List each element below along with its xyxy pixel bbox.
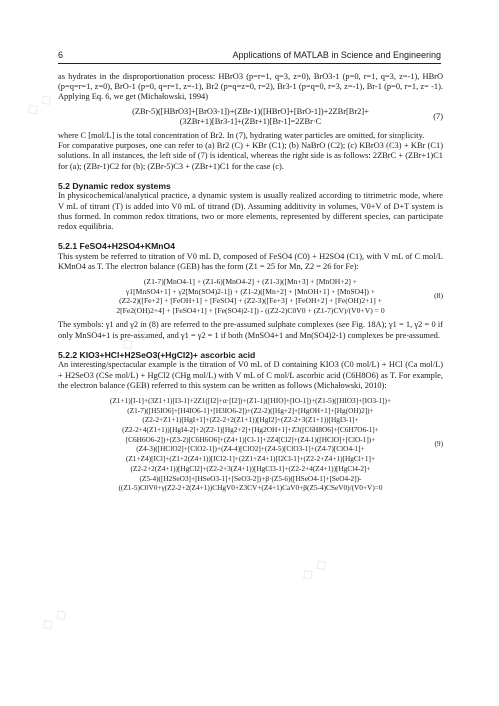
equation-9-line: (Z2-2+Z1+1)[HgI+1]+(Z2-2+2(Z1+1))[HgI2]+(Z2-2+3(Z1+1))[HgI3-1]+ xyxy=(142,415,359,425)
section-5-2-heading: 5.2 Dynamic redox systems xyxy=(58,180,171,191)
section-5-2-2-heading: 5.2.2 KIO3+HCl+H2SeO3(+HgCl2)+ ascorbic acid xyxy=(58,349,256,360)
equation-9-line: (Z2-2+4(Z1+1))[HgI4-2]+2(Z2-1)[Hg2+2]+[Hg2OH+1]+Z3([C6H8O6]+[C6H7O6-1]+ xyxy=(122,425,379,435)
equation-8 xyxy=(58,277,443,315)
equation-8-line: 2[Fe2(OH)2+4] + [FeSO4+1] + [Fe(SO4)2-1]) - ((Z2-2)C0V0 + (Z1-7)CV)/(V0+V) = 0 xyxy=(116,305,385,315)
intro-paragraph-1: as hydrates in the disproportionation process: HBrO3 (p=r=1, q=3, z=0), BrO3-1 (p=0, r=1, q=3, z=-1), HBrO (p=q=r=1, z=0), BrO-1 (p=0, q=r=1, z=-1), Br2 (p=q=z=0, r=2), Br3-1 (p=q=0, r=3, z=-1), Br-1 (p=0, r=1, z= -1). Applying Eq. 6, we get (Michałowski, 1994) xyxy=(58,72,443,102)
equation-9-line: (Z4-3)([HClO2]+[ClO2-1])+(Z4-4)[ClO2]+(Z4-5)[ClO3-1]+(Z4-7)[ClO4-1]+ xyxy=(136,444,365,454)
equation-9-line: (Z2-2+2(Z4+1))[HgCl2]+(Z2-2+3(Z4+1))[HgCl3-1]+(Z2-2+4(Z4+1))[HgCl4-2]+ xyxy=(130,463,371,473)
equation-8-line: γ1[MnSO4+1] + γ2[Mn(SO4)2-1]) + (Z1-2)([Mn+2] + [MnOH+1] + [MnSO4]) + xyxy=(125,286,376,296)
equation-9-line: (Z1+Z4)[ICl]+(Z1+2(Z4+1))[ICl2-1]+(2Z1+Z4+1)[I2Cl-1]+(Z2-2+Z4+1)[HgCl+1]+ xyxy=(125,454,376,464)
equation-9-line: [C6H6O6-2])+(Z3-2)[C6H6O6]+(Z4+1)[Cl-1]+2Z4[Cl2]+(Z4-1)([HClO]+[ClO-1])+ xyxy=(125,434,376,444)
equation-9-line: (Z1-7)([H5IO6]+[H4IO6-1]+[H3IO6-2])+(Z2-2)([Hg+2]+[HgOH+1]+[Hg(OH)2])+ xyxy=(127,405,374,415)
section-5-2-1-paragraph-1: This system be referred to titration of V0 mL D, composed of FeSO4 (C0) + H2SO4 (C1), with V mL of C mol/L KMnO4 as T. The electron balance (GEB) has the form (Z1 = 25 for Mn, Z2 = 26 for Fe): xyxy=(58,251,443,271)
page-header xyxy=(58,50,441,64)
equation-7-line-1: (ZBr-5)([HBrO3]+[BrO3-1])+(ZBr-1)([HBrO]+[BrO-1])+2ZBr[Br2]+ xyxy=(132,106,369,116)
watermark-mark: ◇ ◇ xyxy=(117,323,151,355)
equation-8-line: (Z2-2)([Fe+2] + [FeOH+1] + [FeSO4] + (Z2-3)([Fe+3] + [FeOH+2] + [Fe(OH)2+1] + xyxy=(119,296,382,306)
watermark-mark: ◇ ◇ xyxy=(22,88,56,120)
header-rule xyxy=(58,63,441,64)
watermark-mark: ◇ ◇ xyxy=(37,603,71,635)
equation-9-line: ((Z1-5)C0V0+γ(Z2-2+2(Z4+1))CHgV0+Z3CV+(Z4+1)CaV0+β(Z5-4)CSeV0)/(V0+V)=0 xyxy=(118,483,383,493)
page-body xyxy=(58,72,443,498)
section-5-2-paragraph: In physicochemical/analytical practice, a dynamic system is usually realized according to titrimetric mode, where V mL of titrant (T) is added into V0 mL of titrand (D). Assuming additivity in volumes, V0+V of D+T system is thus formed. In common redox titrations, two or more elements, represented by different species, can participate redox equilibria. xyxy=(58,191,443,231)
equation-7-line-2: (3ZBr+1)[Br3-1]+(ZBr+1)[Br-1]=2ZBr·C xyxy=(179,116,322,126)
watermark-mark: ◇ ◇ xyxy=(377,123,411,155)
equation-8-line: (Z1-7)[MnO4-1] + (Z1-6)[MnO4-2] + (Z1-3)([Mn+3] + [MnOH+2] + xyxy=(143,277,358,287)
page-number: 6 xyxy=(58,50,64,60)
equation-7 xyxy=(58,107,443,127)
equation-9-number: (9) xyxy=(434,439,443,449)
equation-9-line: (Z1+1)[I-1]+(3Z1+1)[I3-1]+2Z1([I2]+α·[I2])+(Z1-1)([HIO]+[IO-1])+(Z1-5)([HIO3]+[IO3-1])+ xyxy=(109,395,392,405)
section-5-2-1-heading: 5.2.1 FeSO4+H2SO4+KMnO4 xyxy=(58,241,176,252)
intro-paragraph-3: For comparative purposes, one can refer to (a) Br2 (C) + KBr (C1); (b) NaBrO (C2); (c) KBrO3 (C3) + KBr (C1) solutions. In all instances, the left side of (7) is identical, whereas the right side is as follows: 2ZBrC + (ZBr+1)C1 for (a); (ZBr-1)C2 for (b); (ZBr-5)C3 + (ZBr+1)C1 for the case (c). xyxy=(58,141,443,171)
equation-9 xyxy=(58,396,443,493)
section-5-2-1-paragraph-2: The symbols: γ1 and γ2 in (8) are referred to the pre-assumed sulphate complexes (see Fig. 18A); γ1 = 1, γ2 = 0 if only MnSO4+1 is pre-assumed, and γ1 = γ2 = 1 if both (MnSO4+1 and Mn(SO4)2-1) complexes be pre-assumed. xyxy=(58,320,443,340)
equation-7-number: (7) xyxy=(433,111,443,121)
intro-paragraph-2: where C [mol/L] is the total concentration of Br2. In (7), hydrating water particles are omitted, for simplicity. xyxy=(58,131,425,141)
equation-8-number: (8) xyxy=(434,291,443,301)
watermark-mark: ◇ ◇ xyxy=(297,553,331,585)
equation-9-line: (Z5-4)([H2SeO3]+[HSeO3-1]+[SeO3-2])+β·(Z5-6)([HSeO4-1]+[SeO4-2])- xyxy=(139,473,362,483)
running-title: Applications of MATLAB in Science and Engineering xyxy=(232,50,441,60)
section-5-2-2-paragraph: An interesting/spectacular example is the titration of V0 mL of D containing KIO3 (C0 mol/L) + HCl (Ca mol/L) + H2SeO3 (CSe mol/L) + HgCl2 (CHg mol/L) with V mL of C mol/L ascorbic acid (C6H8O6) as T. For example, the electron balance (GEB) referred to this system can be written as follows (Michałowski, 2010): xyxy=(58,360,443,390)
